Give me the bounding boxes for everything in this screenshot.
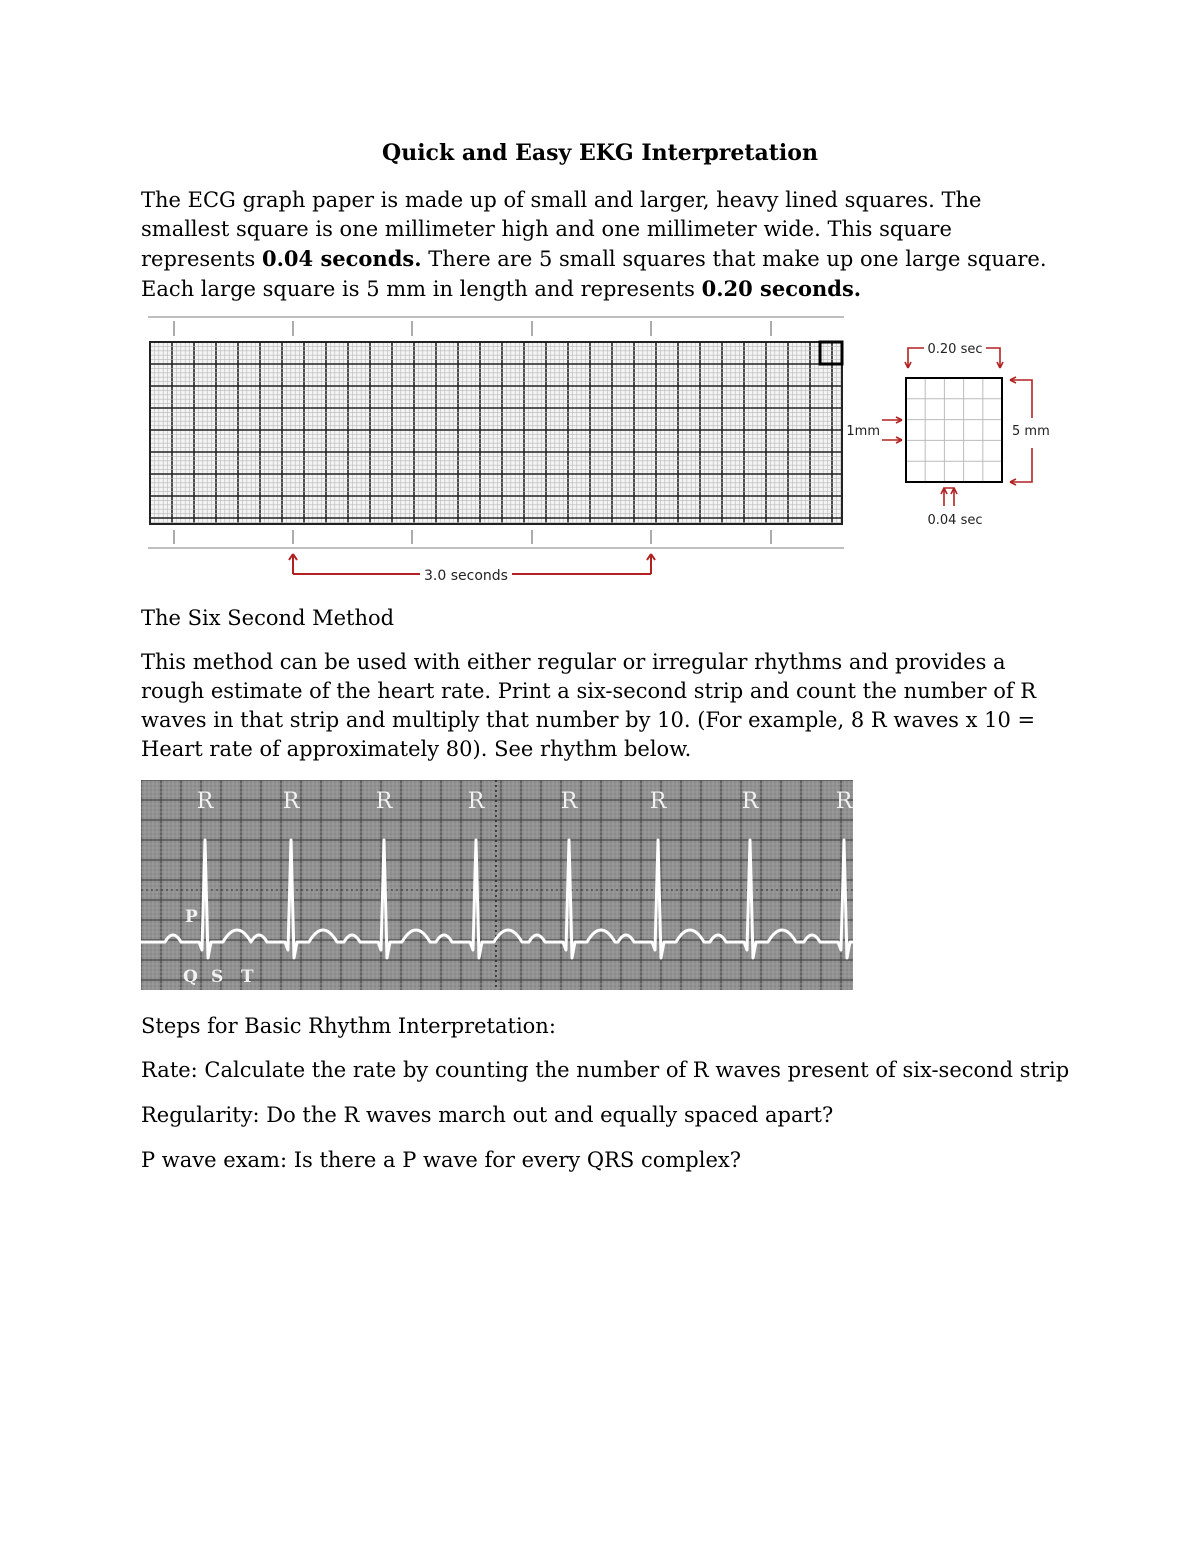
six-second-heading: The Six Second Method <box>141 606 395 630</box>
detail-right-label: 5 mm <box>1012 424 1050 439</box>
six-second-body: This method can be used with either regular or irregular rhythms and provides a rough estimate of the heart rate. Print a six-second strip and count the number of R waves in that strip and multiply that number by 10. (For example, 8 R waves x 10 = Heart rate of approximately 80). See rhythm below. <box>141 650 1037 761</box>
intro-paragraph <box>141 186 1071 304</box>
detail-left-label: 1mm <box>846 424 880 439</box>
step-regularity: Regularity: Do the R waves march out and equally spaced apart? <box>141 1103 834 1127</box>
intro-bold-2: 0.20 seconds. <box>701 276 862 301</box>
intro-text-1: The ECG graph paper is made up of small and larger, heavy lined squares. The smallest square is one millimeter high and one millimeter wide. This square represents <box>141 188 982 271</box>
detail-top-label: 0.20 sec <box>927 342 983 357</box>
step-p-wave: P wave exam: Is there a P wave for every QRS complex? <box>141 1148 741 1172</box>
graph-paper-grid <box>150 342 842 524</box>
intro-bold-1: 0.04 seconds. <box>262 246 422 271</box>
p-wave-label: P <box>185 907 198 927</box>
r-wave-label: R <box>560 789 578 814</box>
detail-grid <box>906 378 1002 482</box>
s-wave-label: S <box>211 967 224 987</box>
r-wave-label: R <box>196 789 214 814</box>
r-wave-label: R <box>467 789 485 814</box>
r-wave-label: R <box>375 789 393 814</box>
intro-text-2: There are 5 small squares that make up one large square. Each large square is 5 mm in length and represents <box>141 247 1047 301</box>
r-wave-label: R <box>649 789 667 814</box>
steps-heading: Steps for Basic Rhythm Interpretation: <box>141 1014 556 1038</box>
r-wave-label: R <box>741 789 759 814</box>
step-rate: Rate: Calculate the rate by counting the number of R waves present of six-second strip <box>141 1058 1070 1082</box>
duration-label: 3.0 seconds <box>424 568 508 584</box>
r-wave-label: R <box>835 789 853 814</box>
detail-bg <box>906 378 1002 482</box>
q-wave-label: Q <box>183 967 198 987</box>
detail-square <box>906 378 1002 482</box>
r-wave-label: R <box>282 789 300 814</box>
ecg-graph-paper-figure <box>140 310 1060 590</box>
page-title: Quick and Easy EKG Interpretation <box>382 140 818 166</box>
detail-bottom-label: 0.04 sec <box>927 513 983 528</box>
t-wave-label: T <box>241 967 254 987</box>
rhythm-strip <box>141 780 853 990</box>
